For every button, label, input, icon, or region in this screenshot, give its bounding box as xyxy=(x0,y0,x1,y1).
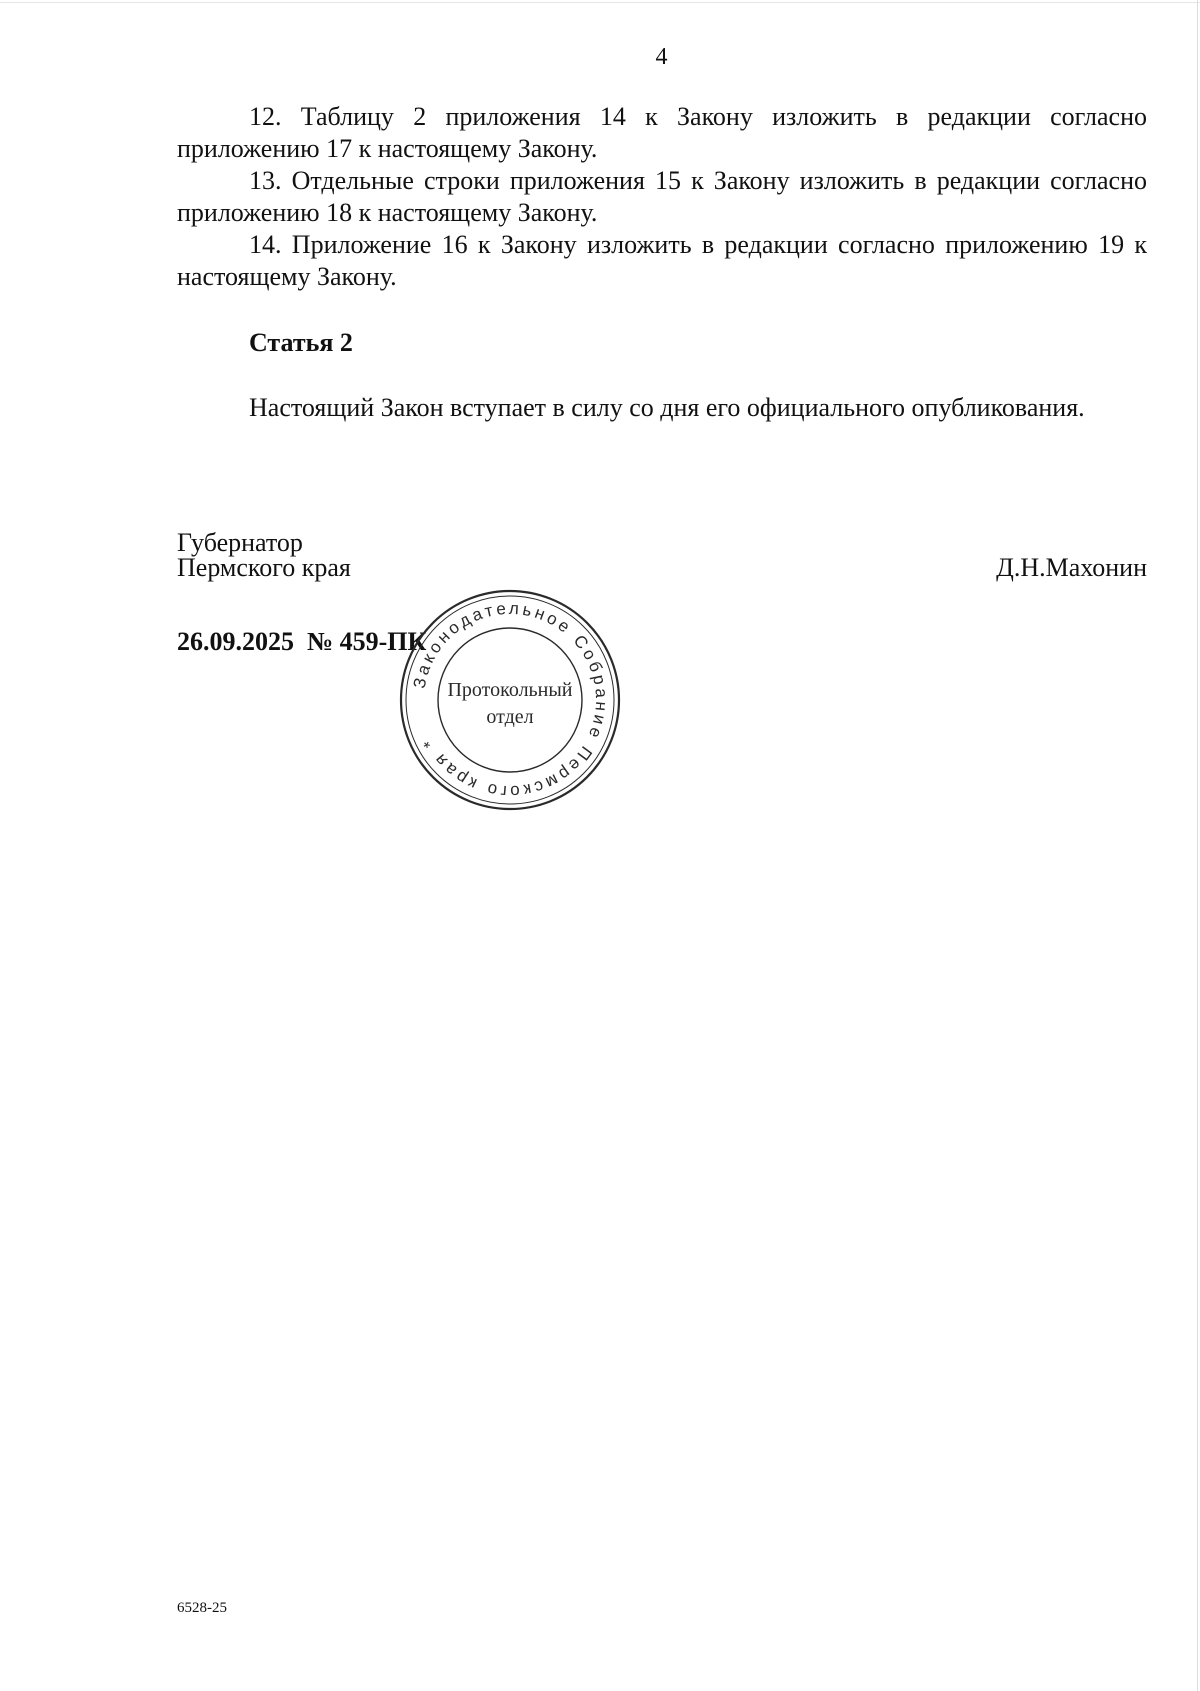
signatory-position-line2: Пермского края xyxy=(177,553,351,582)
article-body xyxy=(177,392,1147,424)
signatory-name: Д.Н.Махонин xyxy=(996,553,1147,582)
amendment-item-14: 14. Приложение 16 к Закону изложить в редакции согласно приложению 19 к настоящему Закону. xyxy=(177,230,1147,291)
signatory-position xyxy=(177,530,351,580)
stamp-ring-text: Законодательное Собрание Пермского края * xyxy=(409,598,612,802)
amendment-items xyxy=(177,101,1147,293)
signatory-position-line1: Губернатор xyxy=(177,528,303,557)
page-number: 4 xyxy=(655,44,668,70)
official-stamp xyxy=(399,589,621,811)
scan-right-edge xyxy=(1197,0,1198,1691)
article-title: Статья 2 xyxy=(249,328,353,357)
amendment-item-12: 12. Таблицу 2 приложения 14 к Закону изложить в редакции согласно приложению 17 к настоящему Закону. xyxy=(177,102,1147,163)
scan-top-edge xyxy=(0,2,1200,3)
stamp-center-line2: отдел xyxy=(486,706,534,728)
article-text: Настоящий Закон вступает в силу со дня его официального опубликования. xyxy=(249,393,1085,422)
stamp-center-line1: Протокольный xyxy=(447,679,573,701)
amendment-item-13: 13. Отдельные строки приложения 15 к Закону изложить в редакции согласно приложению 18 к настоящему Закону. xyxy=(177,166,1147,227)
document-code: 6528-25 xyxy=(177,1600,227,1616)
law-date-number: 26.09.2025 № 459-ПК xyxy=(177,627,427,656)
